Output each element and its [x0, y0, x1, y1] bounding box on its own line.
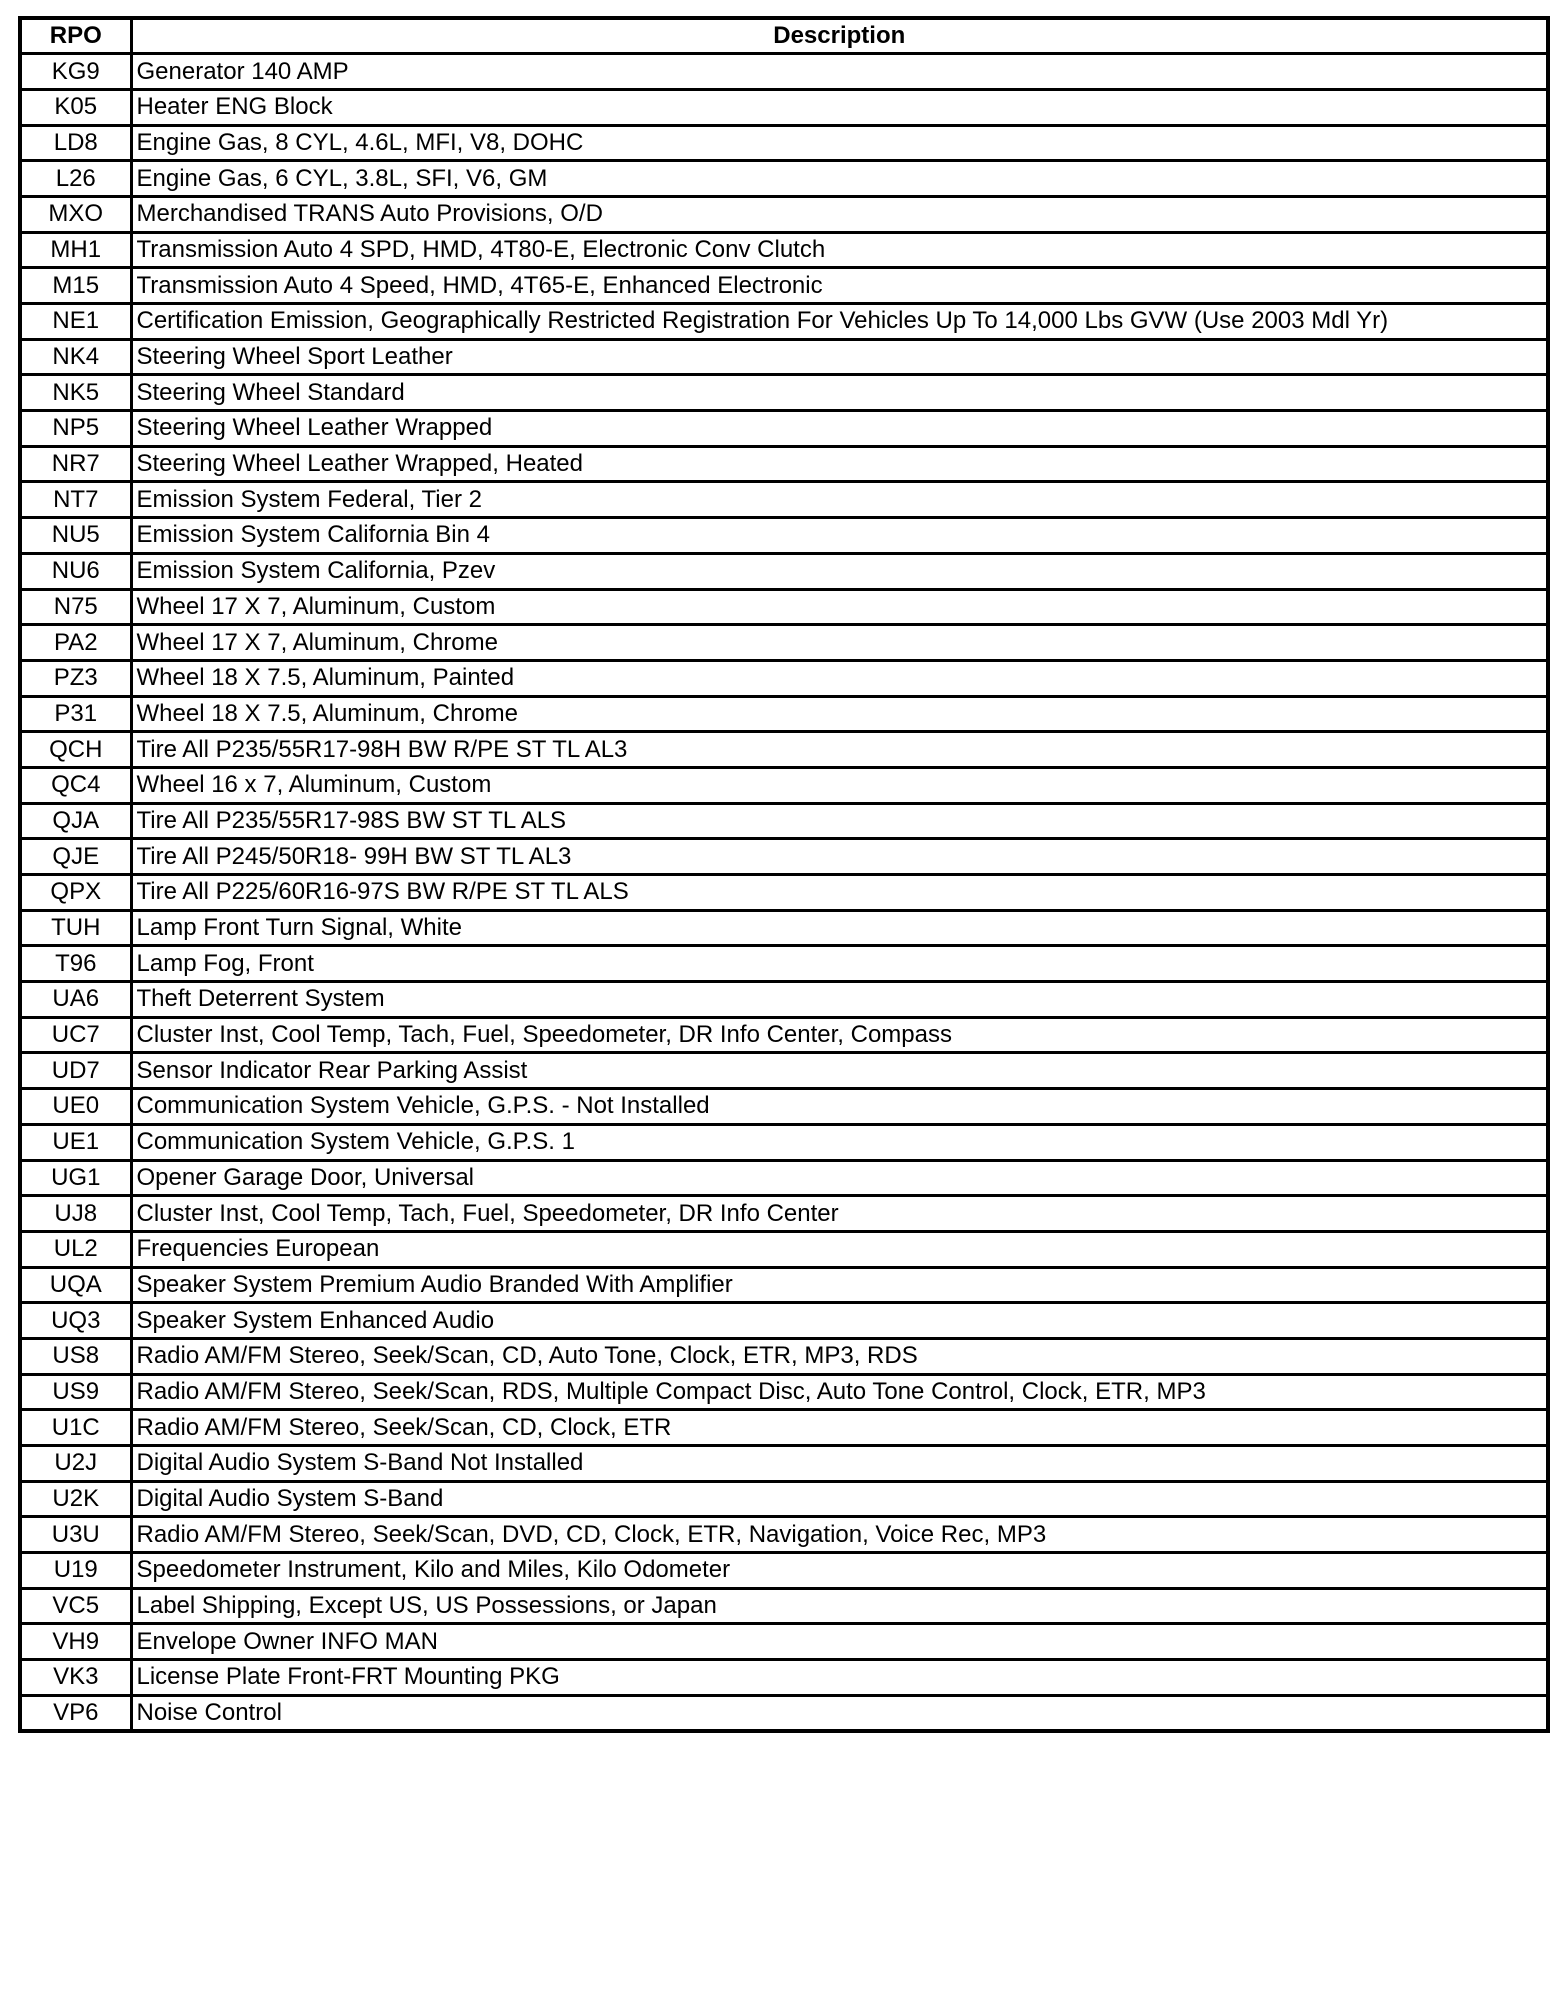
- table-row: [20, 1124, 1548, 1160]
- table-row: [20, 1196, 1548, 1232]
- description-cell: Transmission Auto 4 SPD, HMD, 4T80-E, Electronic Conv Clutch: [131, 232, 1548, 268]
- rpo-code-cell: PZ3: [20, 660, 131, 696]
- table-row: [20, 1374, 1548, 1410]
- description-cell: Label Shipping, Except US, US Possessions, or Japan: [131, 1588, 1548, 1624]
- table-row: [20, 982, 1548, 1018]
- rpo-code-cell: UA6: [20, 982, 131, 1018]
- description-cell: Radio AM/FM Stereo, Seek/Scan, DVD, CD, Clock, ETR, Navigation, Voice Rec, MP3: [131, 1517, 1548, 1553]
- rpo-code-cell: NT7: [20, 482, 131, 518]
- table-row: [20, 660, 1548, 696]
- table-row: [20, 589, 1548, 625]
- table-row: [20, 803, 1548, 839]
- description-cell: Steering Wheel Sport Leather: [131, 339, 1548, 375]
- rpo-code-cell: T96: [20, 946, 131, 982]
- header-description: Description: [131, 18, 1548, 54]
- table-row: [20, 553, 1548, 589]
- table-row: [20, 375, 1548, 411]
- header-row: [20, 18, 1548, 54]
- description-cell: Transmission Auto 4 Speed, HMD, 4T65-E, Enhanced Electronic: [131, 268, 1548, 304]
- rpo-code-cell: U2J: [20, 1446, 131, 1482]
- table-row: [20, 89, 1548, 125]
- table-row: [20, 1303, 1548, 1339]
- table-row: [20, 875, 1548, 911]
- table-row: [20, 1481, 1548, 1517]
- table-row: [20, 1410, 1548, 1446]
- table-row: [20, 1267, 1548, 1303]
- rpo-code-cell: QC4: [20, 767, 131, 803]
- description-cell: Digital Audio System S-Band: [131, 1481, 1548, 1517]
- table-row: [20, 1695, 1548, 1731]
- table-row: [20, 304, 1548, 340]
- rpo-code-cell: TUH: [20, 910, 131, 946]
- description-cell: Tire All P245/50R18- 99H BW ST TL AL3: [131, 839, 1548, 875]
- rpo-code-cell: U2K: [20, 1481, 131, 1517]
- description-cell: Heater ENG Block: [131, 89, 1548, 125]
- rpo-code-cell: QJA: [20, 803, 131, 839]
- description-cell: Engine Gas, 6 CYL, 3.8L, SFI, V6, GM: [131, 161, 1548, 197]
- table-row: [20, 54, 1548, 90]
- description-cell: Digital Audio System S-Band Not Installed: [131, 1446, 1548, 1482]
- description-cell: Lamp Front Turn Signal, White: [131, 910, 1548, 946]
- rpo-code-cell: NR7: [20, 446, 131, 482]
- description-cell: Merchandised TRANS Auto Provisions, O/D: [131, 196, 1548, 232]
- description-cell: Radio AM/FM Stereo, Seek/Scan, CD, Auto Tone, Clock, ETR, MP3, RDS: [131, 1338, 1548, 1374]
- rpo-code-cell: NK4: [20, 339, 131, 375]
- table-row: [20, 125, 1548, 161]
- description-cell: Cluster Inst, Cool Temp, Tach, Fuel, Speedometer, DR Info Center: [131, 1196, 1548, 1232]
- rpo-code-cell: NU6: [20, 553, 131, 589]
- description-cell: Theft Deterrent System: [131, 982, 1548, 1018]
- table-row: [20, 1338, 1548, 1374]
- rpo-code-cell: QJE: [20, 839, 131, 875]
- description-cell: Emission System Federal, Tier 2: [131, 482, 1548, 518]
- rpo-code-cell: VC5: [20, 1588, 131, 1624]
- description-cell: Cluster Inst, Cool Temp, Tach, Fuel, Speedometer, DR Info Center, Compass: [131, 1017, 1548, 1053]
- rpo-code-cell: N75: [20, 589, 131, 625]
- table-row: [20, 1660, 1548, 1696]
- table-row: [20, 767, 1548, 803]
- rpo-code-cell: MXO: [20, 196, 131, 232]
- rpo-code-cell: UC7: [20, 1017, 131, 1053]
- description-cell: Generator 140 AMP: [131, 54, 1548, 90]
- table-body: [20, 54, 1548, 1731]
- table-row: [20, 696, 1548, 732]
- description-cell: Steering Wheel Leather Wrapped: [131, 411, 1548, 447]
- rpo-code-cell: K05: [20, 89, 131, 125]
- rpo-code-cell: NK5: [20, 375, 131, 411]
- rpo-code-cell: P31: [20, 696, 131, 732]
- description-cell: Steering Wheel Standard: [131, 375, 1548, 411]
- table-row: [20, 482, 1548, 518]
- description-cell: Speedometer Instrument, Kilo and Miles, Kilo Odometer: [131, 1553, 1548, 1589]
- description-cell: Wheel 18 X 7.5, Aluminum, Chrome: [131, 696, 1548, 732]
- table-row: [20, 232, 1548, 268]
- description-cell: Engine Gas, 8 CYL, 4.6L, MFI, V8, DOHC: [131, 125, 1548, 161]
- description-cell: Communication System Vehicle, G.P.S. - Not Installed: [131, 1089, 1548, 1125]
- rpo-code-cell: UE1: [20, 1124, 131, 1160]
- table-row: [20, 1089, 1548, 1125]
- table-row: [20, 1624, 1548, 1660]
- rpo-code-cell: U19: [20, 1553, 131, 1589]
- table-row: [20, 1588, 1548, 1624]
- table-row: [20, 161, 1548, 197]
- description-cell: Wheel 17 X 7, Aluminum, Chrome: [131, 625, 1548, 661]
- rpo-code-cell: VP6: [20, 1695, 131, 1731]
- description-cell: Wheel 17 X 7, Aluminum, Custom: [131, 589, 1548, 625]
- table-row: [20, 910, 1548, 946]
- table-row: [20, 1446, 1548, 1482]
- description-cell: Wheel 16 x 7, Aluminum, Custom: [131, 767, 1548, 803]
- table-row: [20, 1053, 1548, 1089]
- rpo-code-cell: UQA: [20, 1267, 131, 1303]
- description-cell: Radio AM/FM Stereo, Seek/Scan, CD, Clock, ETR: [131, 1410, 1548, 1446]
- description-cell: Frequencies European: [131, 1231, 1548, 1267]
- rpo-code-cell: U1C: [20, 1410, 131, 1446]
- table-row: [20, 946, 1548, 982]
- table-row: [20, 1017, 1548, 1053]
- rpo-code-cell: U3U: [20, 1517, 131, 1553]
- rpo-code-cell: UL2: [20, 1231, 131, 1267]
- description-cell: Lamp Fog, Front: [131, 946, 1548, 982]
- table-row: [20, 839, 1548, 875]
- rpo-code-cell: UG1: [20, 1160, 131, 1196]
- description-cell: Wheel 18 X 7.5, Aluminum, Painted: [131, 660, 1548, 696]
- description-cell: Speaker System Enhanced Audio: [131, 1303, 1548, 1339]
- description-cell: Tire All P235/55R17-98S BW ST TL ALS: [131, 803, 1548, 839]
- rpo-code-cell: NP5: [20, 411, 131, 447]
- rpo-code-cell: US9: [20, 1374, 131, 1410]
- table-row: [20, 1160, 1548, 1196]
- table-row: [20, 268, 1548, 304]
- table-row: [20, 1231, 1548, 1267]
- description-cell: Envelope Owner INFO MAN: [131, 1624, 1548, 1660]
- table-row: [20, 1553, 1548, 1589]
- table-row: [20, 518, 1548, 554]
- description-cell: Radio AM/FM Stereo, Seek/Scan, RDS, Multiple Compact Disc, Auto Tone Control, Clock, ETR, MP3: [131, 1374, 1548, 1410]
- rpo-code-cell: LD8: [20, 125, 131, 161]
- description-cell: Speaker System Premium Audio Branded With Amplifier: [131, 1267, 1548, 1303]
- rpo-code-cell: MH1: [20, 232, 131, 268]
- rpo-table: [18, 16, 1550, 1733]
- description-cell: Emission System California, Pzev: [131, 553, 1548, 589]
- rpo-code-cell: UD7: [20, 1053, 131, 1089]
- rpo-code-cell: QPX: [20, 875, 131, 911]
- rpo-code-cell: VH9: [20, 1624, 131, 1660]
- rpo-code-cell: UJ8: [20, 1196, 131, 1232]
- description-cell: Emission System California Bin 4: [131, 518, 1548, 554]
- description-cell: Sensor Indicator Rear Parking Assist: [131, 1053, 1548, 1089]
- rpo-code-cell: NE1: [20, 304, 131, 340]
- rpo-code-cell: VK3: [20, 1660, 131, 1696]
- table-row: [20, 339, 1548, 375]
- table-row: [20, 625, 1548, 661]
- table-row: [20, 732, 1548, 768]
- rpo-code-cell: US8: [20, 1338, 131, 1374]
- rpo-code-cell: UQ3: [20, 1303, 131, 1339]
- table-row: [20, 411, 1548, 447]
- rpo-code-cell: QCH: [20, 732, 131, 768]
- description-cell: License Plate Front-FRT Mounting PKG: [131, 1660, 1548, 1696]
- description-cell: Tire All P235/55R17-98H BW R/PE ST TL AL3: [131, 732, 1548, 768]
- rpo-code-cell: UE0: [20, 1089, 131, 1125]
- table-row: [20, 446, 1548, 482]
- description-cell: Noise Control: [131, 1695, 1548, 1731]
- description-cell: Opener Garage Door, Universal: [131, 1160, 1548, 1196]
- description-cell: Communication System Vehicle, G.P.S. 1: [131, 1124, 1548, 1160]
- rpo-code-cell: KG9: [20, 54, 131, 90]
- rpo-code-cell: M15: [20, 268, 131, 304]
- rpo-code-cell: L26: [20, 161, 131, 197]
- description-cell: Tire All P225/60R16-97S BW R/PE ST TL ALS: [131, 875, 1548, 911]
- rpo-code-cell: NU5: [20, 518, 131, 554]
- table-row: [20, 1517, 1548, 1553]
- description-cell: Certification Emission, Geographically Restricted Registration For Vehicles Up To 14,000 Lbs GVW (Use 2003 Mdl Yr): [131, 304, 1548, 340]
- header-rpo: RPO: [20, 18, 131, 54]
- description-cell: Steering Wheel Leather Wrapped, Heated: [131, 446, 1548, 482]
- rpo-code-cell: PA2: [20, 625, 131, 661]
- table-row: [20, 196, 1548, 232]
